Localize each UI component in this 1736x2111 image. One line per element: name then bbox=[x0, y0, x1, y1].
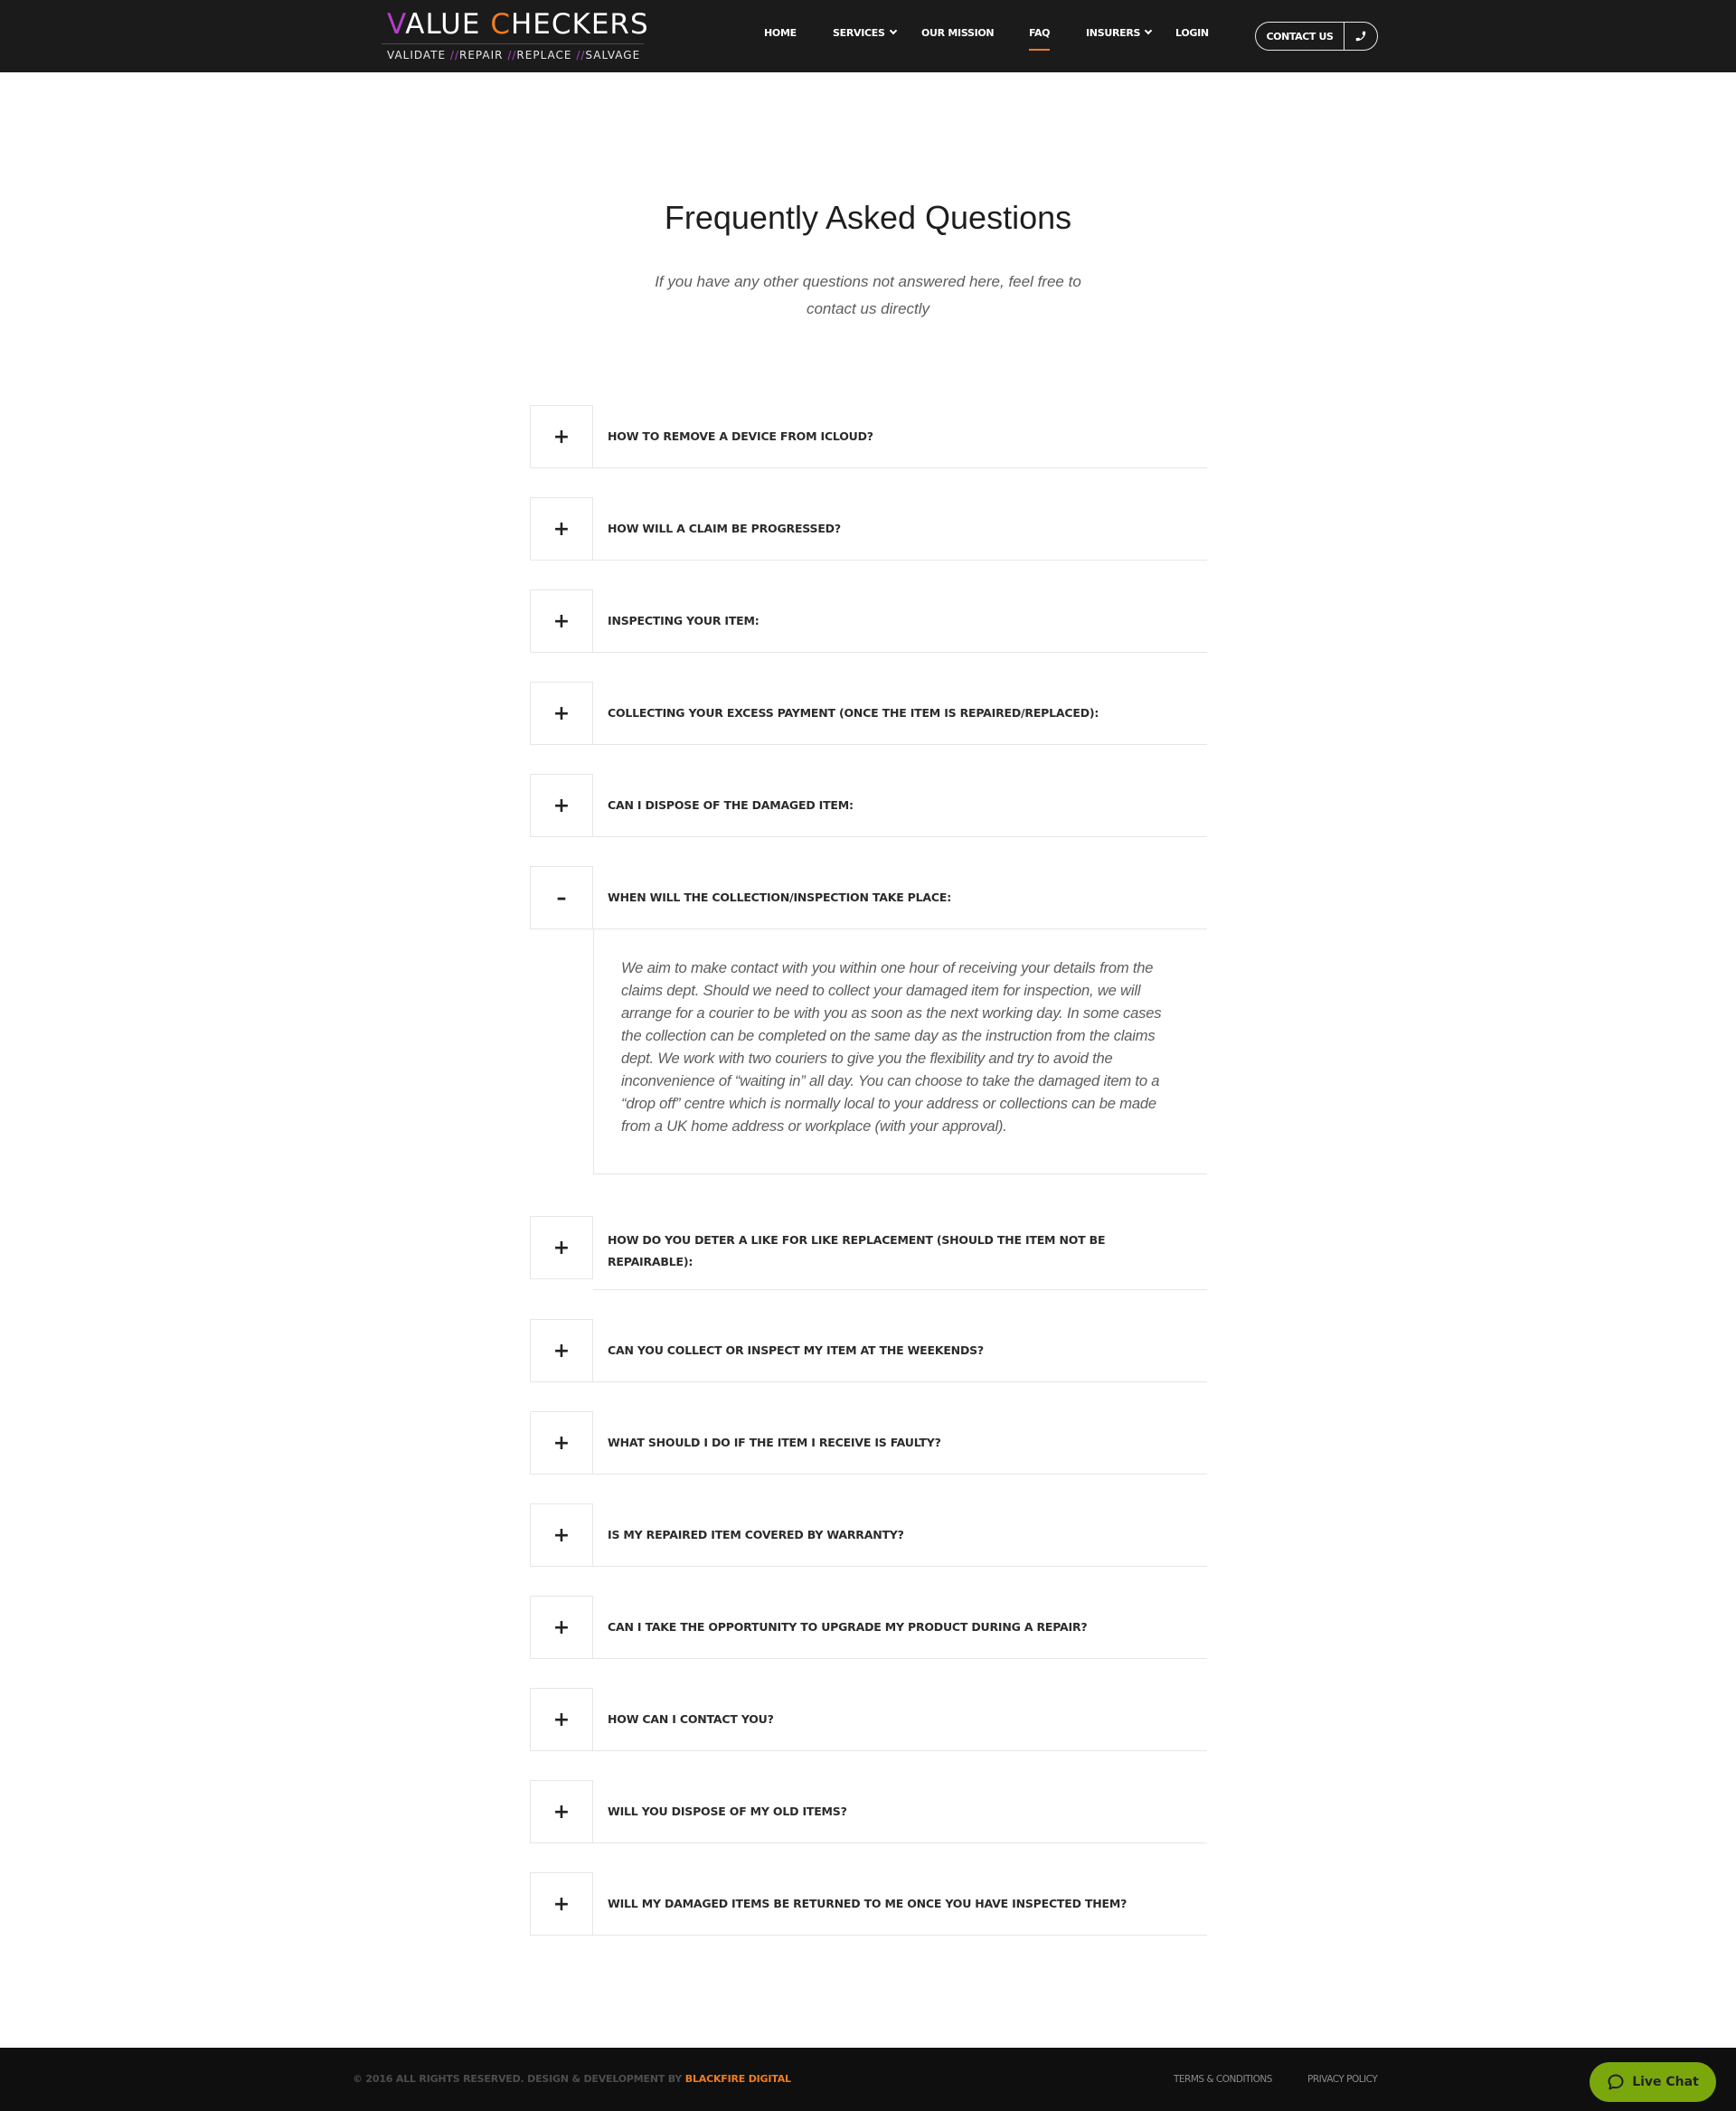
faq-item bbox=[530, 682, 1207, 745]
faq-question-row[interactable] bbox=[530, 866, 1207, 929]
faq-question-row[interactable] bbox=[530, 589, 1207, 653]
plus-icon[interactable]: + bbox=[530, 774, 593, 837]
faq-question-row[interactable] bbox=[530, 774, 1207, 837]
tagline-separator: // bbox=[576, 49, 586, 61]
nav-faq[interactable] bbox=[1029, 27, 1050, 39]
faq-question[interactable]: WILL MY DAMAGED ITEMS BE RETURNED TO ME ONCE YOU HAVE INSPECTED THEM? bbox=[593, 1872, 1207, 1936]
logo-letter-c: C bbox=[490, 8, 511, 41]
plus-icon[interactable]: + bbox=[530, 1411, 593, 1475]
faq-accordion bbox=[530, 405, 1207, 1965]
minus-icon[interactable]: – bbox=[530, 866, 593, 929]
plus-icon[interactable]: + bbox=[530, 1688, 593, 1751]
faq-question[interactable]: HOW CAN I CONTACT YOU? bbox=[593, 1688, 1207, 1751]
faq-question[interactable]: HOW DO YOU DETER A LIKE FOR LIKE REPLACEMENT (SHOULD THE ITEM NOT BE REPAIRABLE): bbox=[593, 1216, 1207, 1290]
nav-insurers[interactable] bbox=[1086, 27, 1151, 39]
plus-icon[interactable]: + bbox=[530, 497, 593, 561]
nav-our-mission[interactable] bbox=[921, 27, 994, 39]
faq-question-row[interactable] bbox=[530, 497, 1207, 561]
faq-item bbox=[530, 1319, 1207, 1382]
tagline-replace: REPLACE bbox=[516, 49, 572, 61]
faq-item-expanded bbox=[530, 866, 1207, 1174]
faq-question-row[interactable] bbox=[530, 1216, 1207, 1279]
tagline-separator: // bbox=[507, 49, 517, 61]
nav-faq-label: FAQ bbox=[1029, 27, 1051, 39]
faq-question-row[interactable] bbox=[530, 1780, 1207, 1843]
faq-question[interactable]: CAN I DISPOSE OF THE DAMAGED ITEM: bbox=[593, 774, 1207, 837]
plus-icon[interactable]: + bbox=[530, 682, 593, 745]
nav-services-label: SERVICES bbox=[833, 27, 885, 39]
faq-item bbox=[530, 589, 1207, 653]
copyright-text bbox=[353, 2073, 791, 2085]
faq-answer: We aim to make contact with you within one hour of receiving your details from the claims dept. Should we need to collect your damaged item for inspection, we will arrange for a courier to be with you as soon as the next working day. In some cases the collection can be completed on the same day as the instruction from the claims dept. We work with two couriers to give you the flexibility and try to avoid the inconvenience of “waiting in” all day. You can choose to take the damaged item to a “drop off” centre which is normally local to your address or collections can be made from a UK home address or workplace (with your approval). bbox=[593, 929, 1207, 1174]
plus-icon[interactable]: + bbox=[530, 589, 593, 653]
tagline-repair: REPAIR bbox=[459, 49, 504, 61]
page-title: Frequently Asked Questions bbox=[664, 199, 1072, 236]
chevron-down-icon bbox=[1145, 27, 1152, 34]
phone-icon-svg bbox=[1354, 30, 1367, 42]
faq-question[interactable]: WHAT SHOULD I DO IF THE ITEM I RECEIVE IS FAULTY? bbox=[593, 1411, 1207, 1475]
nav-login-label: LOGIN bbox=[1175, 27, 1209, 39]
logo-word-heckers: HECKERS bbox=[510, 8, 649, 41]
logo-letter-v: V bbox=[387, 8, 406, 41]
faq-question-row[interactable] bbox=[530, 1872, 1207, 1936]
site-footer bbox=[0, 2048, 1736, 2111]
faq-question-row[interactable] bbox=[530, 1503, 1207, 1567]
phone-icon[interactable] bbox=[1344, 23, 1377, 50]
plus-icon[interactable]: + bbox=[530, 1872, 593, 1936]
faq-page bbox=[0, 72, 1736, 2048]
faq-question[interactable]: IS MY REPAIRED ITEM COVERED BY WARRANTY? bbox=[593, 1503, 1207, 1567]
plus-icon[interactable]: + bbox=[530, 1319, 593, 1382]
nav-insurers-label: INSURERS bbox=[1086, 27, 1141, 39]
nav-our-mission-label: OUR MISSION bbox=[921, 27, 995, 39]
faq-question[interactable]: COLLECTING YOUR EXCESS PAYMENT (ONCE THE ITEM IS REPAIRED/REPLACED): bbox=[593, 682, 1207, 745]
contact-us-label[interactable]: CONTACT US bbox=[1256, 23, 1344, 50]
faq-question-row[interactable] bbox=[530, 1411, 1207, 1475]
chevron-down-icon bbox=[889, 27, 896, 34]
faq-item bbox=[530, 1596, 1207, 1659]
logo-word-alue: ALUE bbox=[405, 8, 491, 41]
faq-item bbox=[530, 1411, 1207, 1475]
faq-item bbox=[530, 774, 1207, 837]
nav-services[interactable] bbox=[833, 27, 896, 39]
faq-question[interactable]: CAN I TAKE THE OPPORTUNITY TO UPGRADE MY PRODUCT DURING A REPAIR? bbox=[593, 1596, 1207, 1659]
faq-question[interactable]: INSPECTING YOUR ITEM: bbox=[593, 589, 1207, 653]
faq-item bbox=[530, 1216, 1207, 1279]
live-chat-button[interactable] bbox=[1590, 2062, 1716, 2102]
faq-question-row[interactable] bbox=[530, 1596, 1207, 1659]
tagline-validate: VALIDATE bbox=[387, 49, 447, 61]
tagline-salvage: SALVAGE bbox=[585, 49, 641, 61]
faq-question-row[interactable] bbox=[530, 682, 1207, 745]
plus-icon[interactable]: + bbox=[530, 1503, 593, 1567]
faq-item bbox=[530, 1872, 1207, 1936]
tagline-separator: // bbox=[449, 49, 460, 61]
chat-bubble-icon bbox=[1607, 2073, 1625, 2091]
copyright-label: © 2016 ALL RIGHTS RESERVED. DESIGN & DEVELOPMENT BY bbox=[353, 2073, 685, 2085]
faq-question[interactable]: WHEN WILL THE COLLECTION/INSPECTION TAKE PLACE: bbox=[593, 866, 1207, 929]
faq-item bbox=[530, 1688, 1207, 1751]
faq-item bbox=[530, 497, 1207, 561]
faq-question-row[interactable] bbox=[530, 1319, 1207, 1382]
site-header bbox=[0, 0, 1736, 72]
nav-home[interactable] bbox=[764, 27, 797, 39]
faq-question[interactable]: CAN YOU COLLECT OR INSPECT MY ITEM AT THE WEEKENDS? bbox=[593, 1319, 1207, 1382]
faq-item bbox=[530, 1503, 1207, 1567]
nav-home-label: HOME bbox=[764, 27, 797, 39]
blackfire-digital-link[interactable]: BLACKFIRE DIGITAL bbox=[684, 2073, 791, 2085]
plus-icon[interactable]: + bbox=[530, 1780, 593, 1843]
faq-question[interactable]: HOW TO REMOVE A DEVICE FROM ICLOUD? bbox=[593, 405, 1207, 468]
faq-question-row[interactable] bbox=[530, 405, 1207, 468]
nav-login[interactable] bbox=[1175, 27, 1209, 39]
plus-icon[interactable]: + bbox=[530, 405, 593, 468]
contact-us-button[interactable] bbox=[1255, 22, 1378, 51]
plus-icon[interactable]: + bbox=[530, 1216, 593, 1279]
page-subtitle: If you have any other questions not answered here, feel free to contact us directly bbox=[655, 273, 1081, 317]
logo-title bbox=[387, 9, 649, 40]
terms-link[interactable]: TERMS & CONDITIONS bbox=[1174, 2074, 1272, 2085]
logo-divider bbox=[382, 43, 644, 44]
plus-icon[interactable]: + bbox=[530, 1596, 593, 1659]
faq-item bbox=[530, 405, 1207, 468]
faq-item bbox=[530, 1780, 1207, 1843]
logo-tagline bbox=[387, 49, 649, 61]
privacy-link[interactable]: PRIVACY POLICY bbox=[1307, 2074, 1378, 2085]
live-chat-label: Live Chat bbox=[1632, 2075, 1699, 2089]
faq-question-row[interactable] bbox=[530, 1688, 1207, 1751]
faq-question[interactable]: HOW WILL A CLAIM BE PROGRESSED? bbox=[593, 497, 1207, 561]
logo[interactable] bbox=[387, 9, 649, 61]
faq-question[interactable]: WILL YOU DISPOSE OF MY OLD ITEMS? bbox=[593, 1780, 1207, 1843]
